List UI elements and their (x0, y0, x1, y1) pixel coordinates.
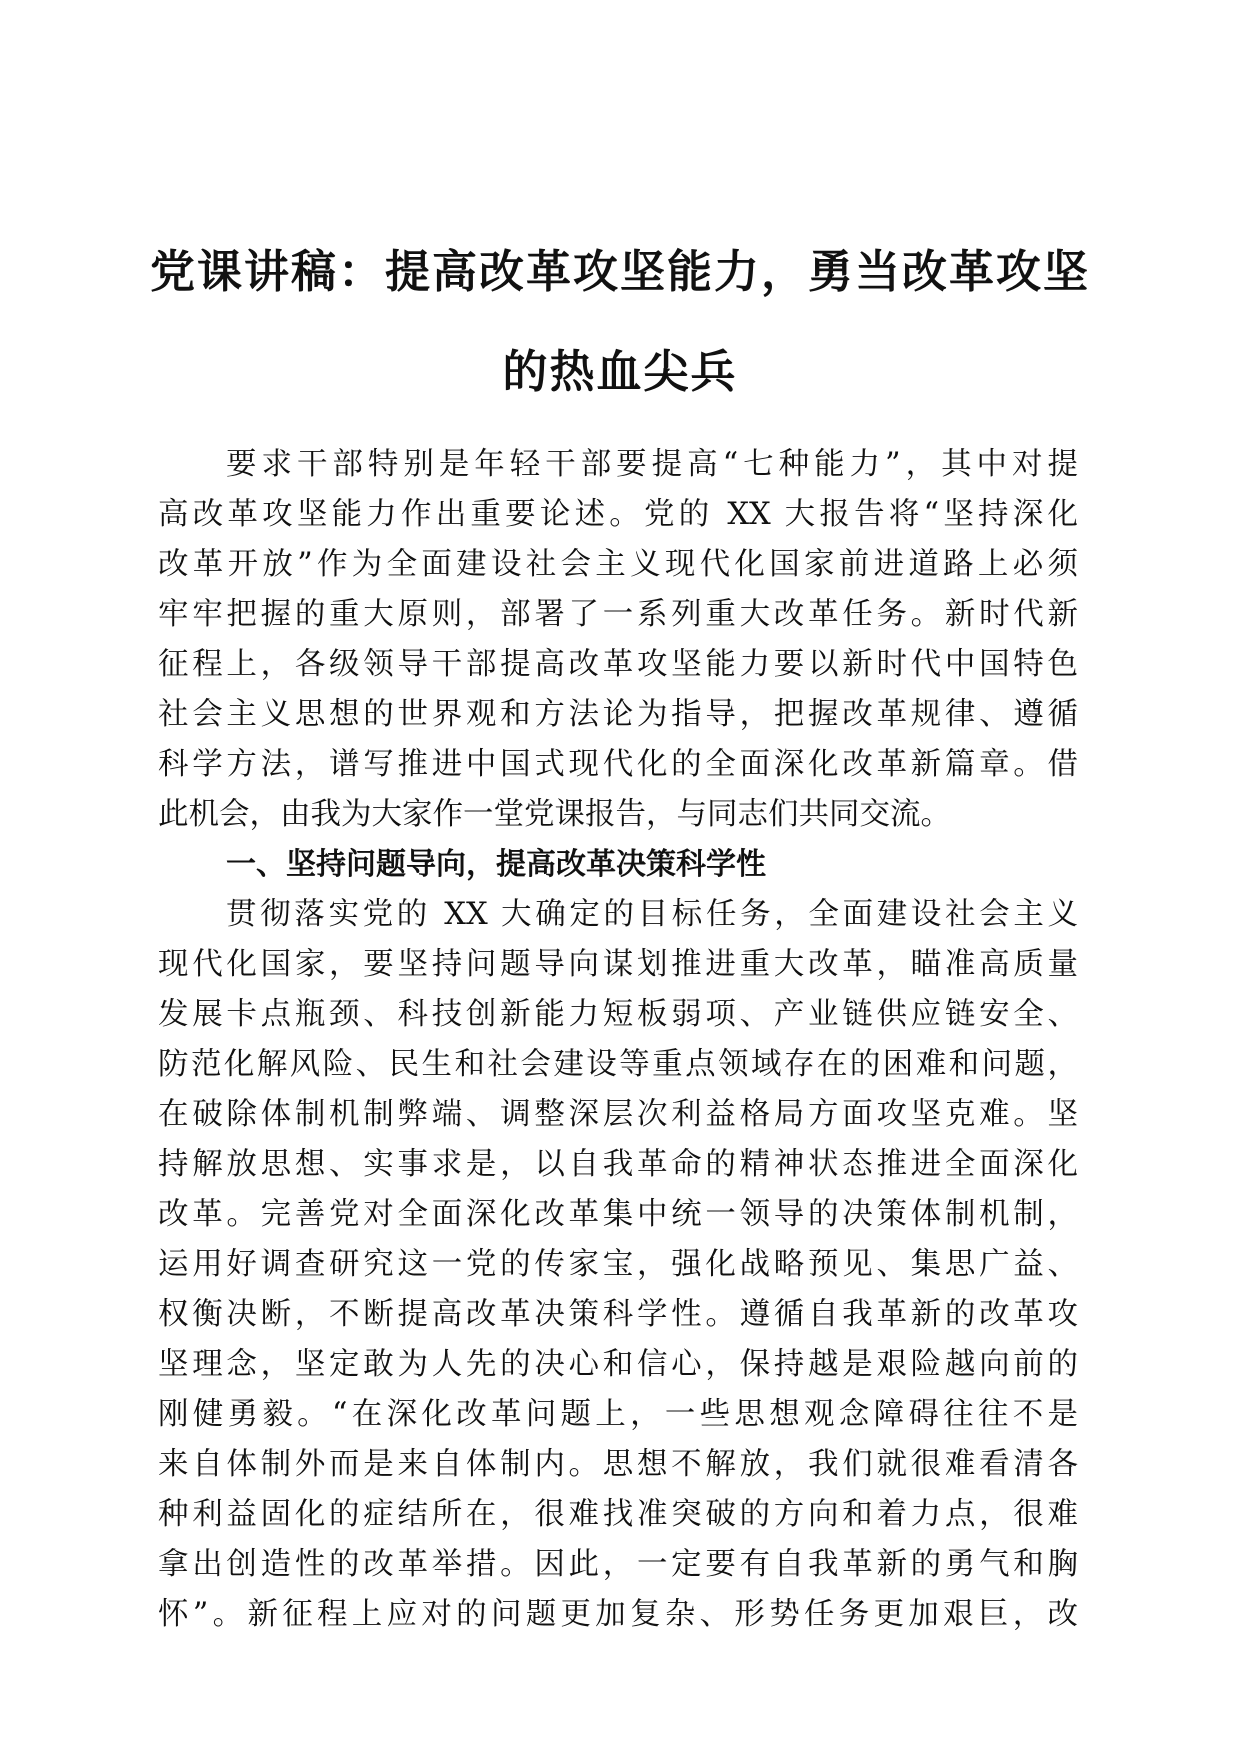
text-line: 刚健勇毅。“在深化改革问题上，一些思想观念障碍往往不是 (158, 1397, 1078, 1432)
text-line: 改革。完善党对全面深化改革集中统一领导的决策体制机制， (158, 1197, 1078, 1232)
title-line-1: 党课讲稿：提高改革攻坚能力，勇当改革攻坚 (150, 245, 1091, 298)
text-line: 拿出创造性的改革举措。因此，一定要有自我革新的勇气和胸 (158, 1547, 1078, 1582)
text-line: 高改革攻坚能力作出重要论述。党的 XX 大报告将“坚持深化 (158, 497, 1078, 532)
text-line: 现代化国家，要坚持问题导向谋划推进重大改革，瞄准高质量 (158, 947, 1078, 982)
text-line: 在破除体制机制弊端、调整深层次利益格局方面攻坚克难。坚 (158, 1097, 1078, 1132)
document-title (150, 222, 1090, 422)
text-line: 持解放思想、实事求是，以自我革命的精神状态推进全面深化 (158, 1147, 1078, 1182)
text-line: 发展卡点瓶颈、科技创新能力短板弱项、产业链供应链安全、 (158, 997, 1078, 1032)
text-line: 此机会，由我为大家作一堂党课报告，与同志们共同交流。 (158, 797, 951, 832)
document-body (158, 440, 1078, 1640)
text-line: 防范化解风险、民生和社会建设等重点领域存在的困难和问题， (158, 1047, 1078, 1082)
text-line: 征程上，各级领导干部提高改革攻坚能力要以新时代中国特色 (158, 647, 1078, 682)
text-line: 运用好调查研究这一党的传家宝，强化战略预见、集思广益、 (158, 1247, 1078, 1282)
text-line: 坚理念，坚定敢为人先的决心和信心，保持越是艰险越向前的 (158, 1347, 1078, 1382)
text-line: 科学方法，谱写推进中国式现代化的全面深化改革新篇章。借 (158, 747, 1078, 782)
text-line: 权衡决断，不断提高改革决策科学性。遵循自我革新的改革攻 (158, 1297, 1078, 1332)
text-line: 怀”。新征程上应对的问题更加复杂、形势任务更加艰巨，改 (158, 1597, 1078, 1632)
text-line: 改革开放”作为全面建设社会主义现代化国家前进道路上必须 (158, 547, 1078, 582)
text-line: 贯彻落实党的 XX 大确定的目标任务，全面建设社会主义 (226, 897, 1078, 932)
title-line-2: 的热血尖兵 (502, 345, 738, 398)
text-line: 种利益固化的症结所在，很难找准突破的方向和着力点，很难 (158, 1497, 1078, 1532)
text-line: 来自体制外而是来自体制内。思想不解放，我们就很难看清各 (158, 1447, 1078, 1482)
section1-paragraph (158, 890, 1078, 1640)
text-line: 要求干部特别是年轻干部要提高“七种能力”，其中对提 (226, 447, 1078, 482)
text-line: 牢牢把握的重大原则，部署了一系列重大改革任务。新时代新 (158, 597, 1078, 632)
intro-paragraph (158, 440, 1078, 840)
section-heading: 一、坚持问题导向，提高改革决策科学性 (226, 847, 766, 882)
text-line: 社会主义思想的世界观和方法论为指导，把握改革规律、遵循 (158, 697, 1078, 732)
